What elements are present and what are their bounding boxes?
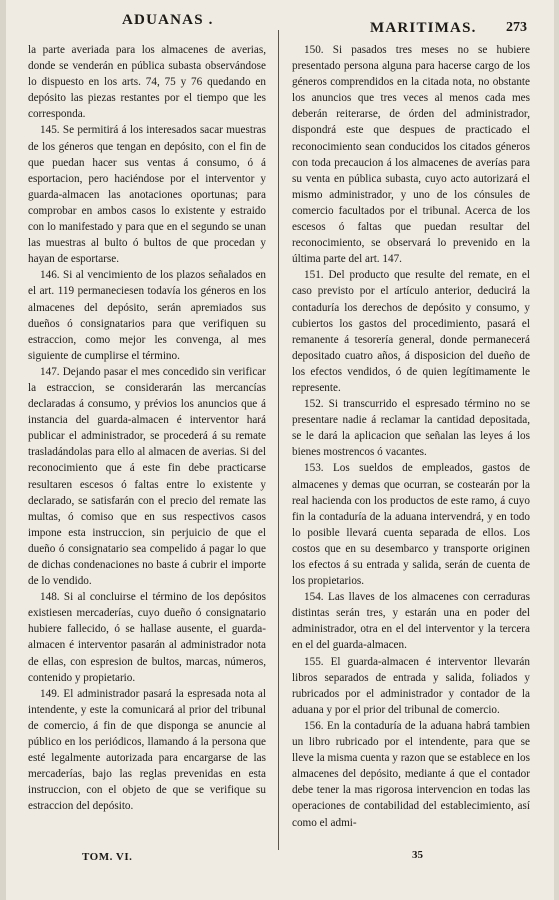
article-151: 151. Del producto que resulte del remate, en el caso previsto por el artículo anterior, deducirá la contaduría los derechos de depósito y consumo, y cubiertos los gastos del procedimiento, pasará el remanente á tesorería general, donde permanecerá depositado cuatro años, á disposicion del dueño de los efectos vendidos, ó de quien legítimamente le represente.: [292, 269, 530, 394]
paragraph-continued: la parte averiada para los almacenes de averias, donde se venderán en pública subasta observándose lo dispuesto en los arts. 74, 75 y 76 quedando en depósito las piezas restantes por el tiempo que les corresponda.: [28, 44, 266, 121]
page-edge-left: [0, 0, 6, 900]
article-145: 145. Se permitirá á los interesados sacar muestras de los géneros que tengan en depósito, con el fin de que puedan hacer sus ventas á consumo, ó á esportacion, pero haciéndose por el interventor y guarda-almacen las anotaciones oportunas; para comprobar en ambos casos lo existente y estraido con lo manifestado y para que en el segundo se unan las muestras al bulto ó bultos de que procedan y hayan de esportarse.: [28, 124, 266, 266]
article-147: 147. Dejando pasar el mes concedido sin verificar la estraccion, se considerarán las mercancías declaradas á consumo, y prévios los anuncios que á instancia del guarda-almacen é interventor hará publicar el administrador, se procederá á su remate trasladándolas para ello al almacen de averias. Si del reconocimiento que á este fin debe practicarse resultaren escesos ó faltas entre lo existente y declarado, se satisfarán con el precio del remate las multas, ó comiso que en sus respectivos casos impone esta instruccion, sin perjuicio de que el dueño ó consignatario sea compelido á pagar lo que de dichas condenaciones no baste á cubrir el importe de lo vendido.: [28, 365, 266, 588]
page-edge-right: [554, 0, 559, 900]
article-155: 155. El guarda-almacen é interventor llevarán libros separados de entrada y salida, foliados y rubricados por el administrador y contador de la aduana y por el prior del tribunal de comercio.: [292, 655, 530, 716]
article-150: 150. Si pasados tres meses no se hubiere presentado persona alguna para hacerse cargo de los géneros comprendidos en la citada nota, no obstante los anuncios que tres veces al menos cada mes deberán reiterarse, de órden del administrador, dispondrá este que despues de practicado el reconocimiento sean conducidos los citados géneros con toda precaucion á los almacenes de averías para su venta en pública subasta, cuyo acto autorizará el mismo administrador, y uno de los cónsules de comercio facultados por el tribunal. Acerca de los escesos ó faltas que puedan resultar del reconocimiento, se observará lo prevenido en la última parte del art. 147.: [292, 44, 530, 266]
right-column: [292, 42, 530, 831]
page-number: 273: [506, 20, 527, 35]
left-column: [28, 42, 266, 815]
running-head-right: MARITIMAS.: [370, 20, 477, 36]
article-149: 149. El administrador pasará la espresada nota al intendente, y este la comunicará al prior del tribunal de comercio, á fin de que disponga se anuncie al público en los periódicos, llamando á la persona que esté legalmente autorizada para encargarse de las mercaderías, bajo las reglas prevenidas en esta instruccion, con el objeto de que se verifique su estraccion del depósito.: [28, 687, 266, 813]
article-146: 146. Si al vencimiento de los plazos señalados en el art. 119 permaneciesen todavía los géneros en los almacenes del depósito, serán apremiados sus dueños ó consignatarios para que verifiquen su estraccion, como mejor les convenga, al mes siguiente de cumplirse el término.: [28, 269, 266, 362]
volume-label: TOM. VI.: [82, 851, 133, 863]
article-153: 153. Los sueldos de empleados, gastos de almacenes y demas que ocurran, se costearán por la real hacienda con los productos de este ramo, á cuyo fin la contaduría de la aduana intervendrá, y en todo lo posible llevará cuenta separada de ellos. Los costos que en su desembarco y transporte originen los efectos á su entrada y salida, serán de cuenta de los propietarios.: [292, 462, 530, 588]
signature-mark: 35: [412, 849, 423, 861]
article-156: 156. En la contaduría de la aduana habrá tambien un libro rubricado por el intendente, para que se lleve la misma cuenta y razon que se establece en los almacenes del depósito, mediante á que el contador debe tener la mas rigorosa intervencion en todas las operaciones de contabilidad del establecimiento, así como el admi-: [292, 719, 530, 829]
article-148: 148. Si al concluirse el término de los depósitos existiesen mercaderías, cuyo dueño ó consignatario hubiere fallecido, ó se hallase ausente, el guarda-almacen é interventor pasarán al administrador nota de ellas, con espresion de bultos, marcas, números, contenido y propietario.: [28, 591, 266, 684]
article-152: 152. Si transcurrido el espresado término no se presentare nadie á reclamar la cantidad depositada, se le dará la aplicacion que señalan las leyes á los bienes mostrencos ó vacantes.: [292, 398, 530, 459]
running-head: [0, 8, 559, 38]
running-head-left: ADUANAS .: [122, 12, 214, 28]
column-divider: [278, 30, 279, 850]
article-154: 154. Las llaves de los almacenes con cerraduras distintas serán tres, y estarán una en poder del administrador, otra en el del interventor y la tercera en el del guarda-almacen.: [292, 591, 530, 652]
